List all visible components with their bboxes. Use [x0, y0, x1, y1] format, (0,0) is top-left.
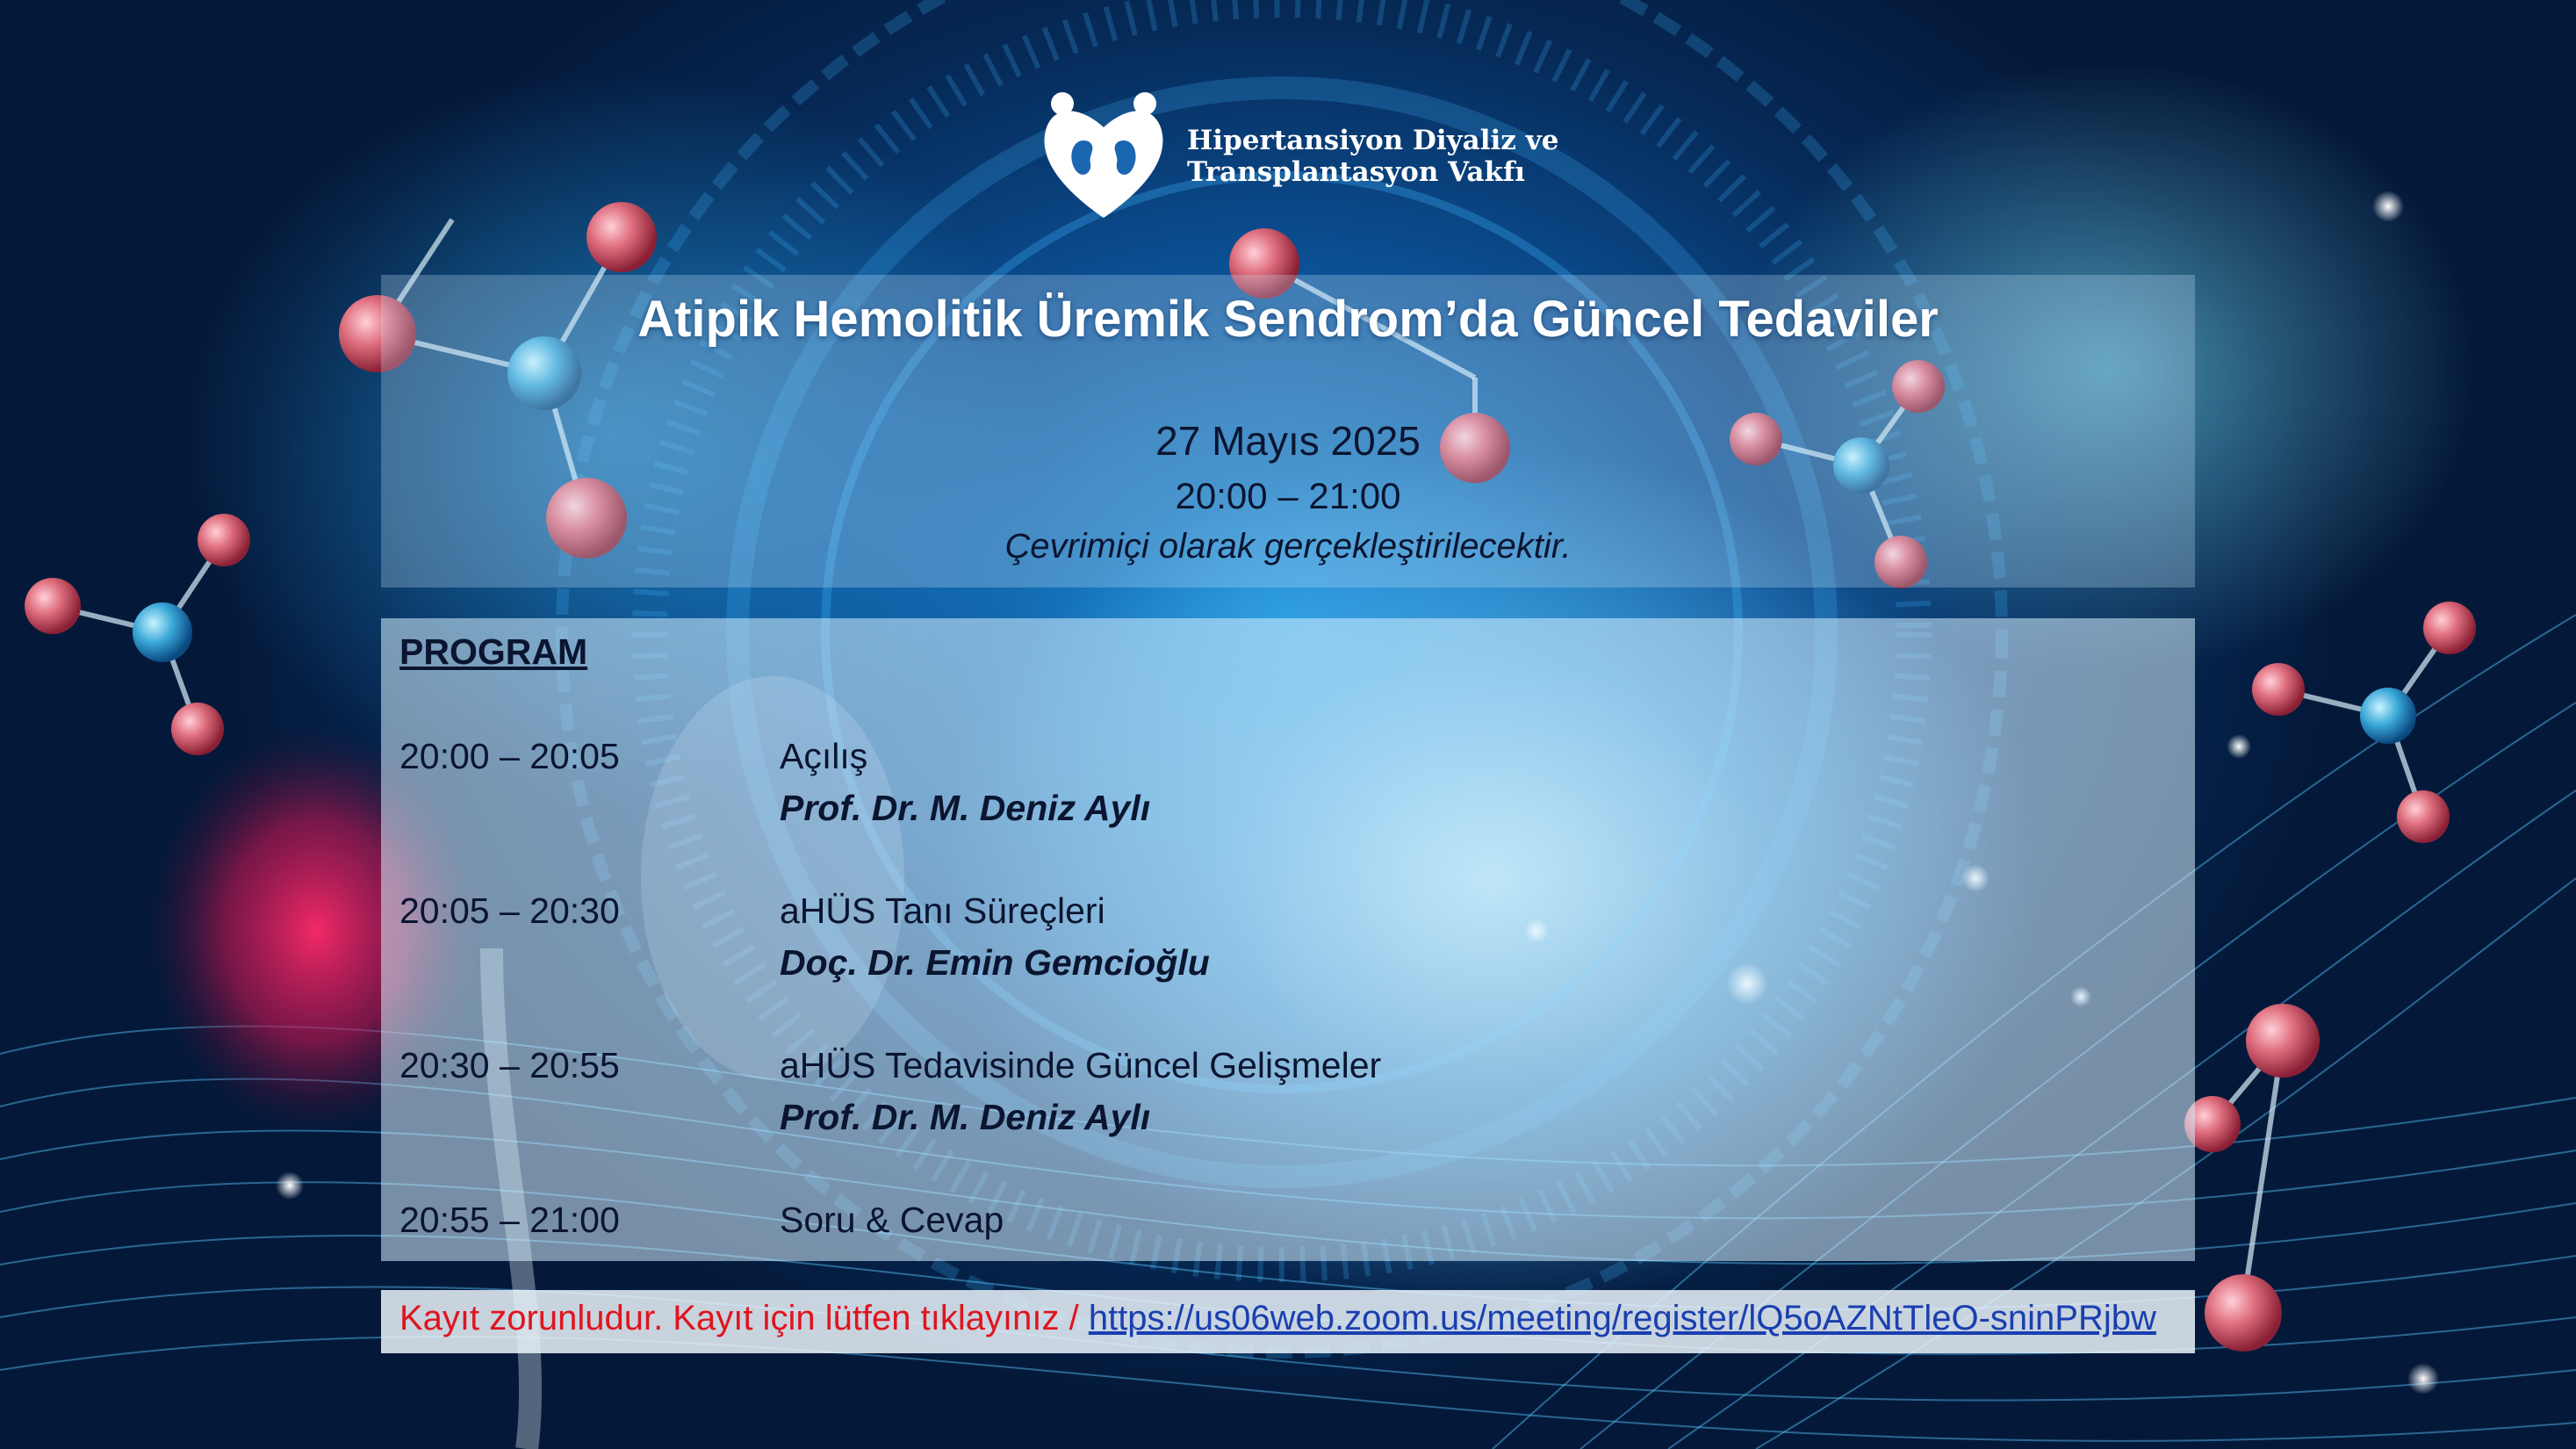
session-title: Açılış — [780, 736, 868, 776]
session-speaker: Prof. Dr. M. Deniz Aylı — [780, 788, 1151, 828]
foundation-logo-kidney-people-icon — [1029, 88, 1178, 220]
program-panel — [381, 618, 2195, 1261]
session-time: 20:05 – 20:30 — [399, 890, 620, 931]
session-speaker: Prof. Dr. M. Deniz Aylı — [780, 1097, 1151, 1137]
session-time: 20:00 – 20:05 — [399, 736, 620, 776]
event-time: 20:00 – 21:00 — [1175, 475, 1401, 516]
registration-note: Kayıt zorunludur. Kayıt için lütfen tıklayınız / — [399, 1299, 1089, 1337]
session-title: aHÜS Tedavisinde Güncel Gelişmeler — [780, 1045, 1382, 1085]
foundation-name-line1: Hipertansiyon Diyaliz ve — [1187, 125, 1559, 156]
foundation-logo — [1029, 88, 1178, 223]
foundation-name — [1187, 125, 1558, 188]
event-date: 27 Mayıs 2025 — [1155, 418, 1421, 464]
session-title: aHÜS Tanı Süreçleri — [780, 890, 1105, 931]
registration-line — [399, 1299, 2156, 1338]
event-title: Atipik Hemolitik Üremik Sendrom’da Güncel Tedaviler — [637, 291, 1939, 348]
session-title: Soru & Cevap — [780, 1200, 1004, 1240]
registration-link[interactable]: https://us06web.zoom.us/meeting/register/lQ5oAZNtTleO-sninPRjbw — [1088, 1299, 2156, 1337]
event-format-note: Çevrimiçi olarak gerçekleştirilecektir. — [1004, 527, 1572, 566]
session-speaker: Doç. Dr. Emin Gemcioğlu — [780, 942, 1210, 983]
foundation-name-line2: Transplantasyon Vakfı — [1187, 156, 1526, 188]
program-heading: PROGRAM — [399, 631, 588, 672]
session-time: 20:30 – 20:55 — [399, 1045, 620, 1085]
session-time: 20:55 – 21:00 — [399, 1200, 620, 1240]
